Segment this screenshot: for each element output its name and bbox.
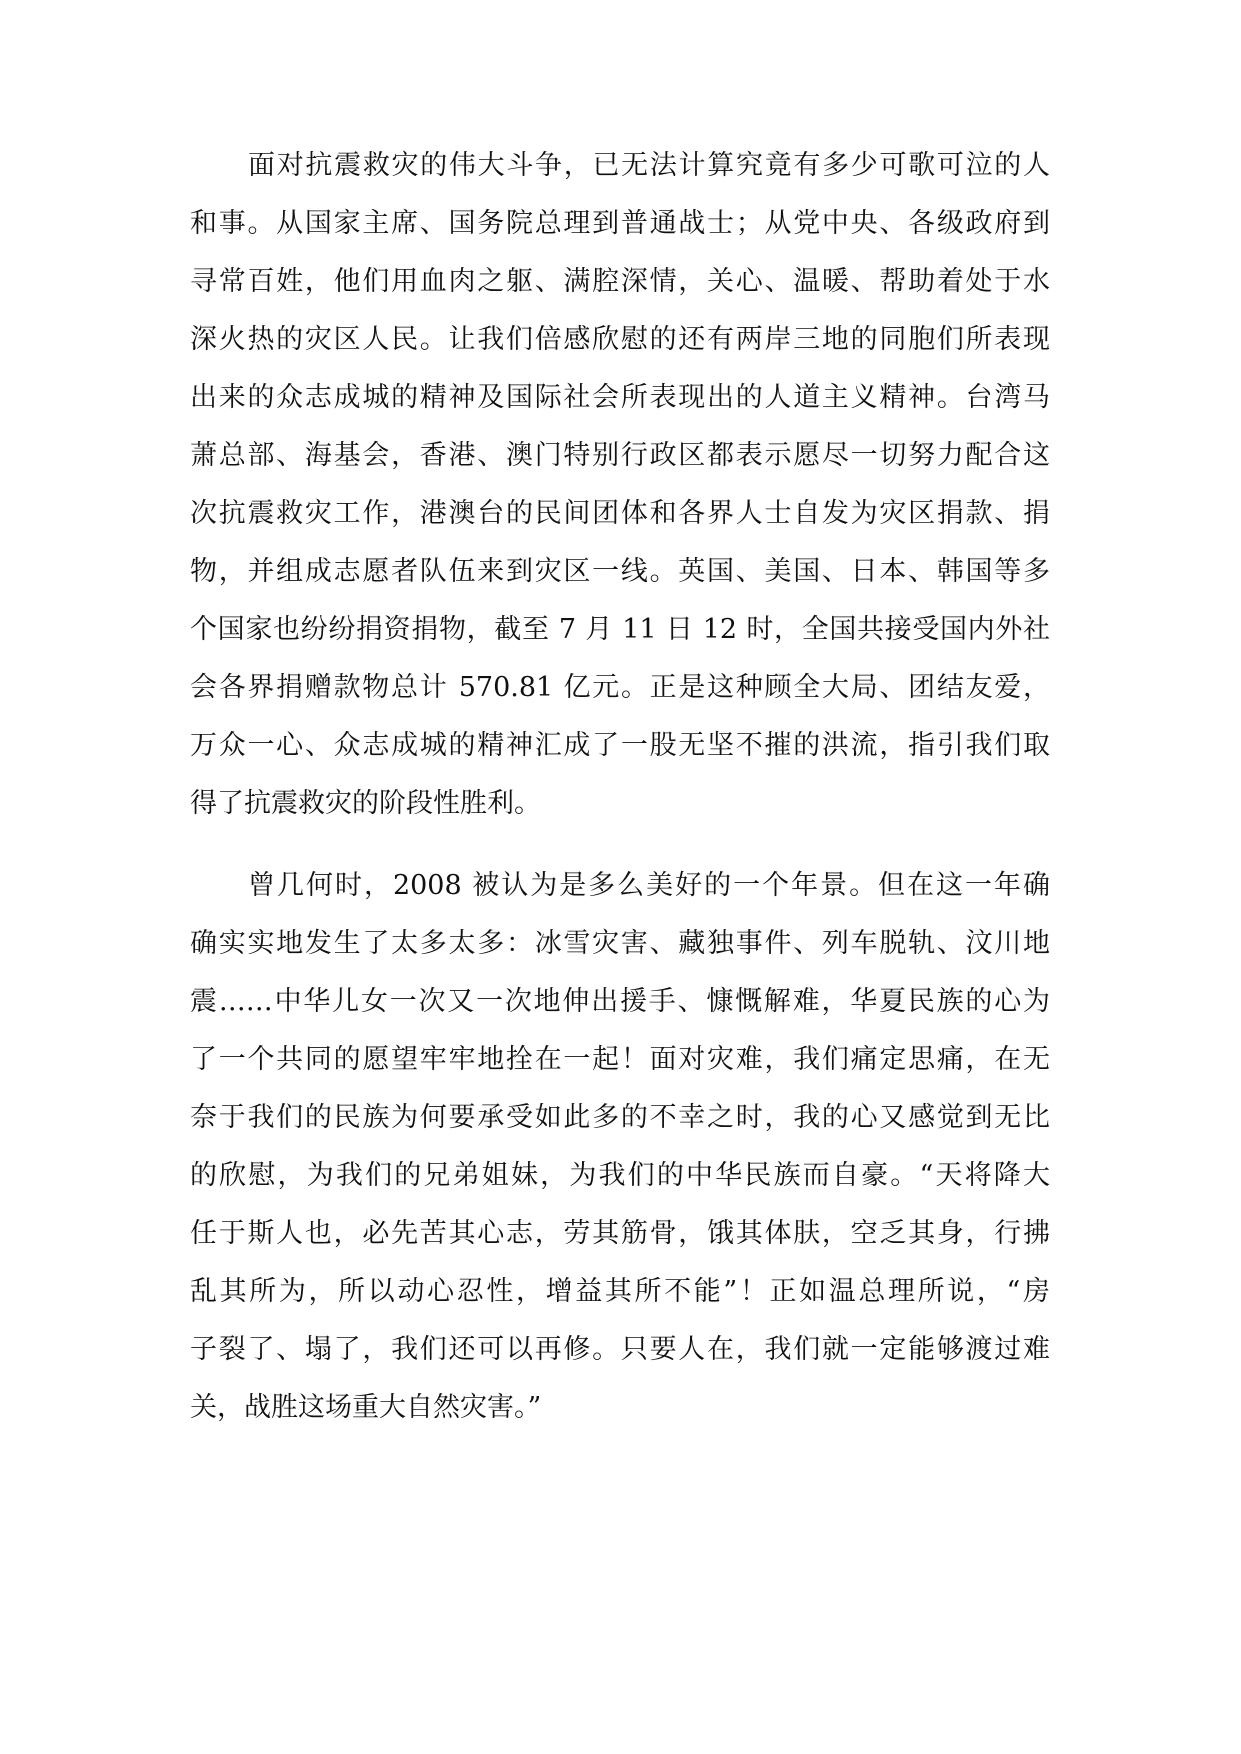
text-line: 万众一心、众志成城的精神汇成了一股无坚不摧的洪流，指引我们取: [190, 730, 1050, 761]
text-line: 奈于我们的民族为何要承受如此多的不幸之时，我的心又感觉到无比: [190, 1102, 1050, 1133]
text-line: 震……中华儿女一次又一次地伸出援手、慷慨解难，华夏民族的心为: [190, 986, 1050, 1017]
text-line: 了一个共同的愿望牢牢地拴在一起！面对灾难，我们痛定思痛，在无: [190, 1044, 1050, 1075]
text-line: 和事。从国家主席、国务院总理到普通战士；从党中央、各级政府到: [190, 208, 1050, 239]
text-line: 寻常百姓，他们用血肉之躯、满腔深情，关心、温暖、帮助着处于水: [190, 266, 1050, 297]
text-line: 得了抗震救灾的阶段性胜利。: [190, 788, 541, 819]
text-line: 任于斯人也，必先苦其心志，劳其筋骨，饿其体肤，空乏其身，行拂: [190, 1218, 1050, 1249]
text-line: 萧总部、海基会，香港、澳门特别行政区都表示愿尽一切努力配合这: [190, 440, 1050, 471]
text-line: 关，战胜这场重大自然灾害。”: [190, 1392, 542, 1423]
text-line: 面对抗震救灾的伟大斗争，已无法计算究竟有多少可歌可泣的人: [248, 150, 1050, 181]
text-line: 次抗震救灾工作，港澳台的民间团体和各界人士自发为灾区捐款、捐: [190, 498, 1050, 529]
text-line: 深火热的灾区人民。让我们倍感欣慰的还有两岸三地的同胞们所表现: [190, 324, 1050, 355]
text-line: 的欣慰，为我们的兄弟姐妹，为我们的中华民族而自豪。“天将降大: [190, 1160, 1050, 1191]
text-line: 会各界捐赠款物总计 570.81 亿元。正是这种顾全大局、团结友爱，: [190, 672, 1050, 703]
text-line: 个国家也纷纷捐资捐物，截至 7 月 11 日 12 时，全国共接受国内外社: [190, 614, 1050, 645]
text-line: 出来的众志成城的精神及国际社会所表现出的人道主义精神。台湾马: [190, 382, 1050, 413]
text-line: 曾几何时，2008 被认为是多么美好的一个年景。但在这一年确: [248, 870, 1050, 901]
text-line: 确实实地发生了太多太多：冰雪灾害、藏独事件、列车脱轨、汶川地: [190, 928, 1050, 959]
text-line: 物，并组成志愿者队伍来到灾区一线。英国、美国、日本、韩国等多: [190, 556, 1050, 587]
text-line: 乱其所为，所以动心忍性，增益其所不能”！正如温总理所说，“房: [190, 1276, 1050, 1307]
text-line: 子裂了、塌了，我们还可以再修。只要人在，我们就一定能够渡过难: [190, 1334, 1050, 1365]
